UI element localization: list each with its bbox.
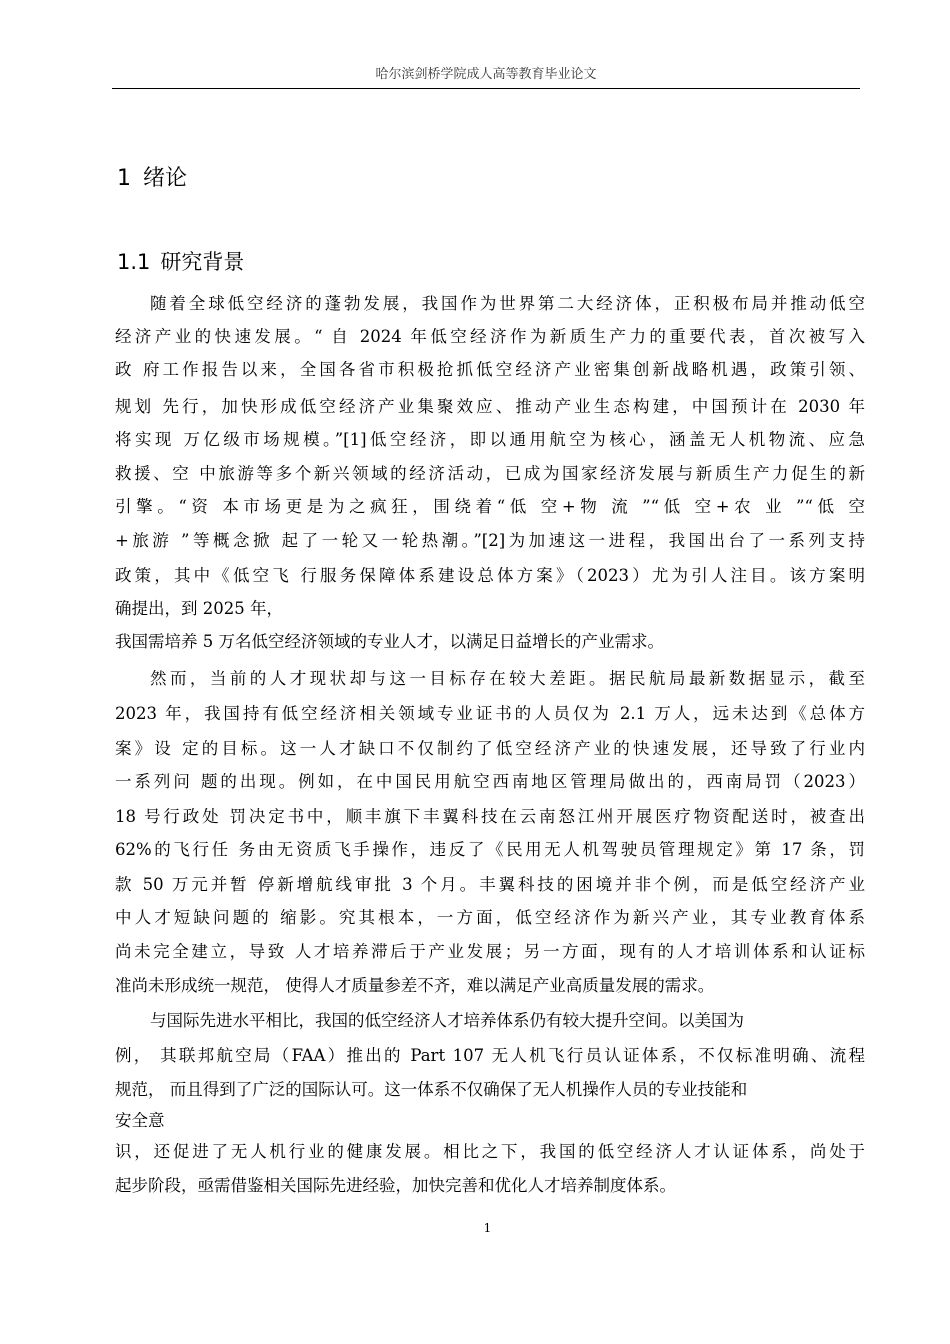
body-line: 与国际先进水平相比，我国的低空经济人才培养体系仍有较大提升空间。以美国为 — [150, 1011, 744, 1030]
body-line: 一系列问 题的出现。例如，在中国民用航空西南地区管理局做出的，西南局罚（2023） — [115, 772, 865, 791]
body-line: 例， 其联邦航空局（FAA）推出的 Part 107 无人机飞行员认证体系，不仅标准明确、流程 — [115, 1046, 865, 1065]
body-line: 确提出，到 2025 年， — [115, 599, 283, 618]
body-line: 随着全球低空经济的蓬勃发展，我国作为世界第二大经济体，正积极布局并推动低空 — [150, 294, 865, 313]
body-line: 中人才短缺问题的 缩影。究其根本，一方面，低空经济作为新兴产业，其专业教育体系 — [115, 908, 865, 927]
chapter-title-text: 绪论 — [143, 166, 188, 191]
body-line: 18 号行政处 罚决定书中，顺丰旗下丰翼科技在云南怒江州开展医疗物资配送时，被查出 — [115, 807, 865, 826]
running-header: 哈尔滨剑桥学院成人高等教育毕业论文 — [375, 67, 597, 82]
body-line: 2023 年，我国持有低空经济相关领域专业证书的人员仅为 2.1 万人，远未达到《总体方 — [115, 704, 865, 723]
body-line: +旅游 ”等概念掀 起了一轮又一轮热潮。”[2]为加速这一进程，我国出台了一系列支持 — [115, 531, 865, 550]
body-line: 政策，其中《低空飞 行服务保障体系建设总体方案》（2023）尤为引人注目。该方案明 — [115, 566, 865, 585]
chapter-number: 1 — [117, 166, 131, 191]
body-line: 尚未完全建立，导致 人才培养滞后于产业发展；另一方面，现有的人才培训体系和认证标 — [115, 942, 865, 961]
body-line: 案》设 定的目标。这一人才缺口不仅制约了低空经济产业的快速发展，还导致了行业内 — [115, 739, 865, 758]
page-number: 1 — [483, 1221, 492, 1235]
body-line: 我国需培养 5 万名低空经济领域的专业人才，以满足日益增长的产业需求。 — [115, 632, 664, 651]
body-line: 救援、空 中旅游等多个新兴领域的经济活动，已成为国家经济发展与新质生产力促生的新 — [115, 464, 865, 483]
body-line: 规范， 而且得到了广泛的国际认可。这一体系不仅确保了无人机操作人员的专业技能和 — [115, 1080, 748, 1099]
chapter-title — [117, 164, 187, 194]
body-line: 然而，当前的人才现状却与这一目标存在较大差距。据民航局最新数据显示，截至 — [150, 669, 865, 688]
body-line: 起步阶段，亟需借鉴相关国际先进经验，加快完善和优化人才培养制度体系。 — [115, 1176, 676, 1195]
body-line: 经济产业的快速发展。“ 自 2024 年低空经济作为新质生产力的重要代表，首次被写入 — [115, 327, 865, 346]
body-line: 将实现 万亿级市场规模。”[1]低空经济，即以通用航空为核心，涵盖无人机物流、应急 — [115, 430, 865, 449]
body-line: 识，还促进了无人机行业的健康发展。相比之下，我国的低空经济人才认证体系，尚处于 — [115, 1142, 865, 1161]
header-divider — [112, 88, 860, 89]
body-line: 引擎。“资 本市场更是为之疯狂，围绕着“低 空+物 流 ”“低 空+农 业 ”“低 空 — [115, 497, 865, 516]
body-line: 安全意 — [115, 1111, 165, 1130]
section-number: 1.1 — [117, 250, 151, 274]
body-line: 规划 先行，加快形成低空经济产业集聚效应、推动产业生态构建，中国预计在 2030 年 — [115, 397, 865, 416]
body-line: 准尚未形成统一规范， 使得人才质量参差不齐，难以满足产业高质量发展的需求。 — [115, 976, 715, 995]
section-title — [117, 247, 244, 277]
section-title-text: 研究背景 — [160, 250, 245, 274]
body-line: 政 府工作报告以来，全国各省市积极抢抓低空经济产业密集创新战略机遇，政策引领、 — [115, 360, 865, 379]
body-line: 62%的飞行任 务由无资质飞手操作，违反了《民用无人机驾驶员管理规定》第 17 条，罚 — [115, 840, 865, 859]
body-line: 款 50 万元并暂 停新增航线审批 3 个月。丰翼科技的困境并非个例，而是低空经济产业 — [115, 875, 865, 894]
